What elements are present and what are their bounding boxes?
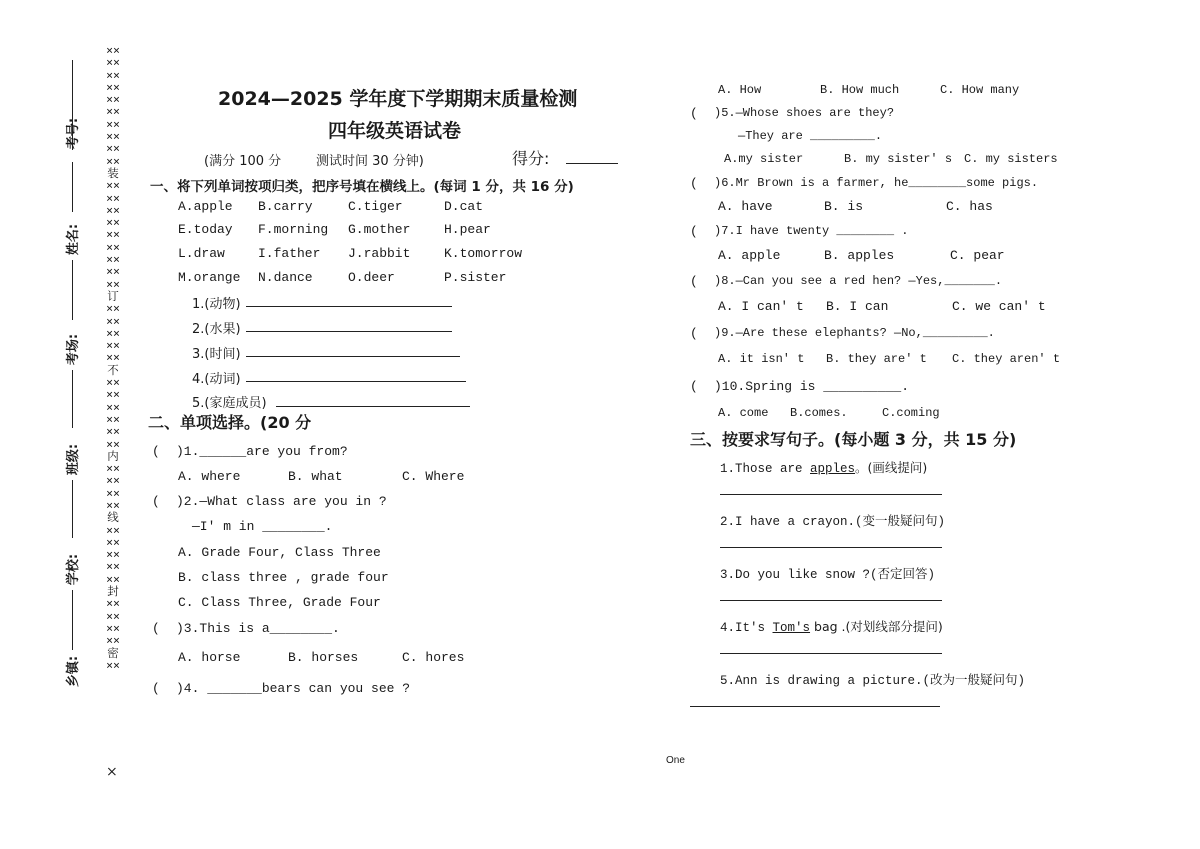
option-a: A. I can' t <box>718 299 804 314</box>
answer-paren[interactable]: ( <box>690 379 698 394</box>
option-c: C. How many <box>940 83 1020 97</box>
score-label: 得分: <box>512 149 550 168</box>
word-option: O.deer <box>348 270 395 285</box>
binding-line <box>72 480 73 538</box>
category-verbs: 4.(动词) <box>192 372 241 387</box>
category-time: 3.(时间) <box>192 347 241 362</box>
question-9: )9.—Are these elephants? —No,_________. <box>714 326 995 340</box>
question-3: )3.This is a________. <box>176 621 340 636</box>
answer-blank[interactable] <box>246 356 460 357</box>
sentence-5: 5.Ann is drawing a picture.(改为一般疑问句) <box>720 674 1026 688</box>
category-family: 5.(家庭成员) <box>192 396 267 411</box>
option-c: C. Where <box>402 469 465 484</box>
exam-subtitle: 四年级英语试卷 <box>328 120 462 142</box>
sentence-4: 4.It's Tom's bag .(对划线部分提问) <box>720 619 943 635</box>
option-b: B. class three , grade four <box>178 570 389 585</box>
score-blank[interactable] <box>566 163 618 164</box>
word-option: C.tiger <box>348 199 403 214</box>
binding-line <box>72 162 73 212</box>
sentence-3: 3.Do you like snow ?(否定回答) <box>720 568 936 582</box>
option-c: C. has <box>946 199 993 214</box>
option-a: A. it isn' t <box>718 352 805 366</box>
question-7: )7.I have twenty ________ . <box>714 224 909 238</box>
answer-line[interactable] <box>720 653 942 654</box>
word-option: P.sister <box>444 270 507 285</box>
test-time-info: 测试时间 30 分钟) <box>316 154 424 169</box>
word-option: D.cat <box>444 199 484 214</box>
question-5: )5.—Whose shoes are they? <box>714 106 895 120</box>
option-c: C. they aren' t <box>952 352 1061 366</box>
question-2: )2.—What class are you in ? <box>176 494 387 509</box>
option-c: C. we can' t <box>952 299 1046 314</box>
option-a: A. horse <box>178 650 241 665</box>
answer-line[interactable] <box>720 547 942 548</box>
word-option: I.father <box>258 246 321 261</box>
answer-paren[interactable]: ( <box>152 494 160 509</box>
option-b: B. I can <box>826 299 889 314</box>
answer-line[interactable] <box>720 600 942 601</box>
part2-heading: 二、单项选择。(20 分 <box>148 413 312 432</box>
option-c: C.coming <box>882 406 940 420</box>
category-fruit: 2.(水果) <box>192 322 241 337</box>
answer-paren[interactable]: ( <box>152 681 160 696</box>
part3-heading: 三、按要求写句子。(每小题 3 分，共 15 分) <box>690 430 1017 449</box>
option-a: A. come <box>718 406 769 420</box>
option-c: C. my sisters <box>964 152 1058 166</box>
word-option: B.carry <box>258 199 313 214</box>
word-option: N.dance <box>258 270 313 285</box>
word-option: M.orange <box>178 270 241 285</box>
answer-line[interactable] <box>720 494 942 495</box>
option-a: A.my sister <box>724 152 804 166</box>
option-b: B. they are' t <box>826 352 927 366</box>
answer-paren[interactable]: ( <box>690 326 698 341</box>
option-c: C. pear <box>950 248 1005 263</box>
option-c: C. hores <box>402 650 465 665</box>
binding-line <box>72 260 73 320</box>
exam-title: 2024—2025 学年度下学期期末质量检测 <box>218 88 578 110</box>
option-a: A. How <box>718 83 762 97</box>
answer-paren[interactable]: ( <box>690 224 698 239</box>
option-a: A. apple <box>718 248 781 263</box>
word-option: K.tomorrow <box>444 246 523 261</box>
word-option: J.rabbit <box>348 246 411 261</box>
answer-paren[interactable]: ( <box>690 106 698 121</box>
full-score-info: (满分 100 分 <box>204 154 282 169</box>
answer-paren[interactable]: ( <box>152 444 160 459</box>
seal-bottom-mark: × <box>106 764 118 780</box>
answer-paren[interactable]: ( <box>152 621 160 636</box>
name-label: 姓名: <box>66 223 82 256</box>
word-option: L.draw <box>178 246 225 261</box>
answer-paren[interactable]: ( <box>690 274 698 289</box>
binding-line <box>72 370 73 428</box>
question-4: )4. _______bears can you see ? <box>176 681 411 696</box>
class-label: 班级: <box>66 443 82 476</box>
answer-paren[interactable]: ( <box>690 176 698 191</box>
option-b: B. apples <box>824 248 895 263</box>
option-a: A. have <box>718 199 773 214</box>
school-label: 学校: <box>66 553 82 586</box>
answer-line[interactable] <box>690 706 940 707</box>
binding-line <box>72 590 73 650</box>
township-label: 乡镇: <box>66 655 82 688</box>
question-2-reply: —I' m in ________. <box>192 519 333 534</box>
question-10: )10.Spring is __________. <box>714 379 910 394</box>
answer-blank[interactable] <box>246 331 452 332</box>
question-1: )1.______are you from? <box>176 444 348 459</box>
answer-blank[interactable] <box>276 406 470 407</box>
exam-room-label: 考场: <box>66 333 82 366</box>
sentence-2: 2.I have a crayon.(变一般疑问句) <box>720 515 946 529</box>
word-option: H.pear <box>444 222 491 237</box>
option-b: B. horses <box>288 650 359 665</box>
sentence-1: 1.Those are apples。(画线提问) <box>720 460 928 476</box>
option-a: A. where <box>178 469 241 484</box>
option-c: C. Class Three, Grade Four <box>178 595 381 610</box>
word-option: G.mother <box>348 222 411 237</box>
word-option: E.today <box>178 222 233 237</box>
word-option: F.morning <box>258 222 329 237</box>
category-animals: 1.(动物) <box>192 297 241 312</box>
option-b: B. what <box>288 469 343 484</box>
option-b: B. my sister' s <box>844 152 953 166</box>
question-6: )6.Mr Brown is a farmer, he________some pigs. <box>714 176 1039 190</box>
option-b: B. How much <box>820 83 900 97</box>
option-b: B. is <box>824 199 864 214</box>
answer-blank[interactable] <box>246 381 466 382</box>
option-a: A. Grade Four, Class Three <box>178 545 381 560</box>
part1-heading: 一、将下列单词按项归类，把序号填在横线上。(每词 1 分，共 16 分) <box>150 179 574 195</box>
answer-blank[interactable] <box>246 306 452 307</box>
seal-line-text: ××××××××××××××××××××装××××××××××××××××××订××××××××××不××××××××××××内××××××××线××××××××××封××××××××密×× <box>106 43 120 672</box>
exam-number-label: 考号: <box>66 117 82 150</box>
question-5-reply: —They are _________. <box>738 129 883 143</box>
page-number: One <box>666 755 685 766</box>
option-b: B.comes. <box>790 406 848 420</box>
question-8: )8.—Can you see a red hen? —Yes,_______. <box>714 274 1003 288</box>
word-option: A.apple <box>178 199 233 214</box>
